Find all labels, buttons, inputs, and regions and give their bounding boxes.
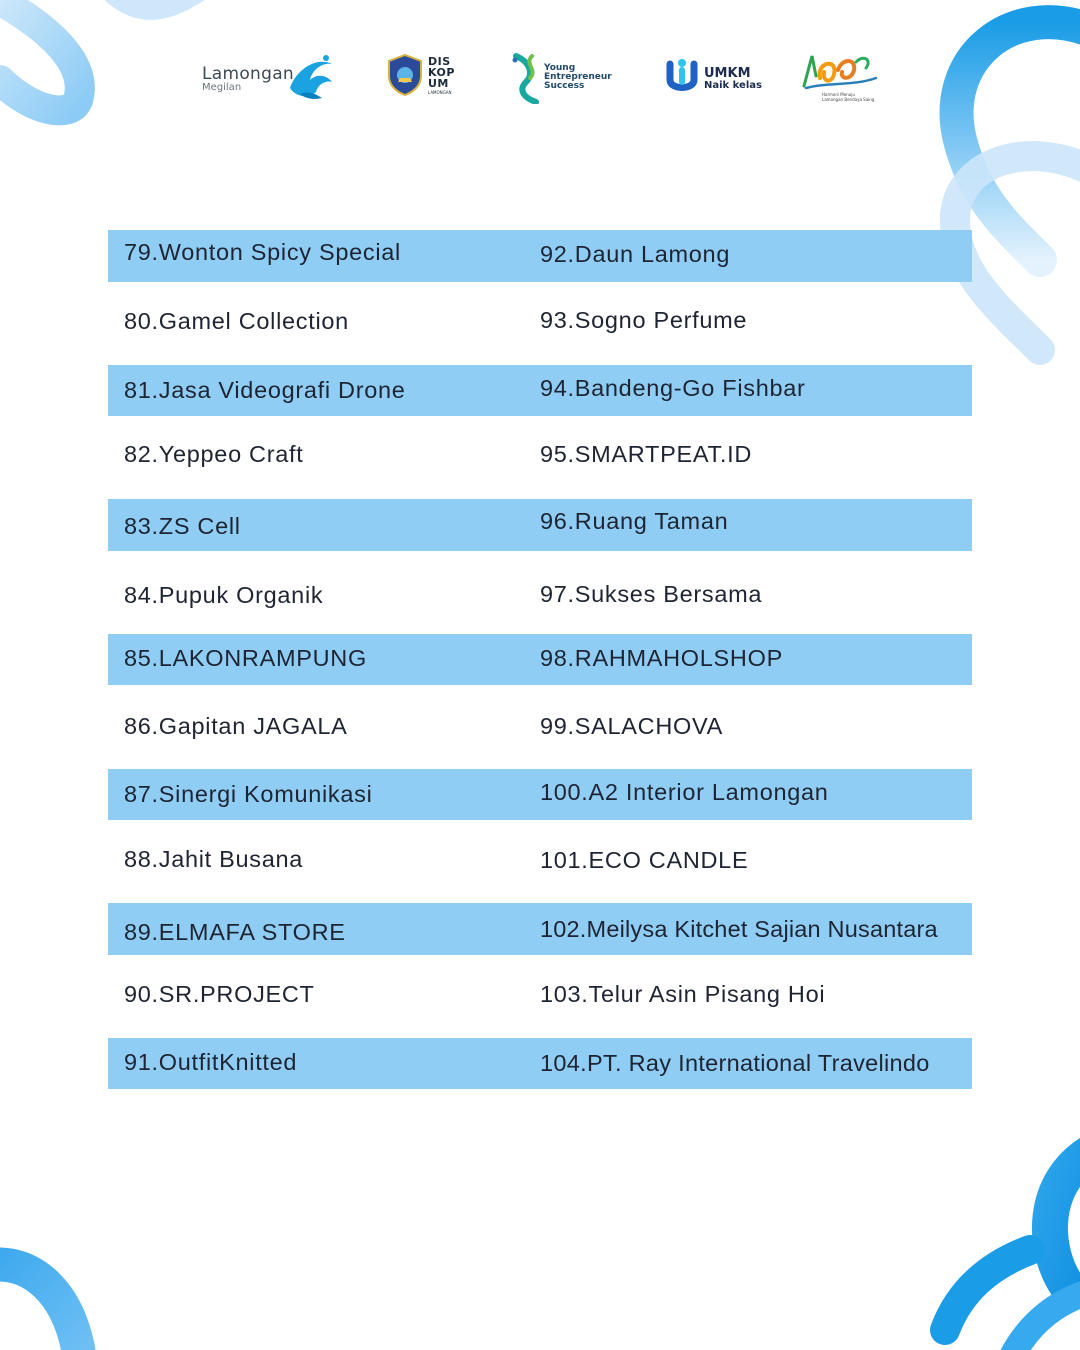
list-item: 99.SALACHOVA bbox=[540, 713, 723, 739]
list-item: 104.PT. Ray International Travelindo bbox=[540, 1050, 930, 1076]
list-item: 88.Jahit Busana bbox=[124, 846, 304, 872]
hari-jadi-line-1: Harmoni Menuju bbox=[822, 92, 855, 97]
lamongan-logo-word: Lamongan bbox=[202, 64, 295, 84]
young-entrepreneur-logo bbox=[510, 52, 620, 104]
umkm-logo-line-1: UMKM bbox=[704, 66, 751, 81]
umkm-logo-line-2: Naik kelas bbox=[704, 80, 762, 91]
wave-icon bbox=[286, 50, 338, 100]
list-item: 89.ELMAFA STORE bbox=[124, 919, 346, 945]
list-item: 98.RAHMAHOLSHOP bbox=[540, 645, 783, 671]
list-item: 97.Sukses Bersama bbox=[540, 581, 763, 607]
list-item: 85.LAKONRAMPUNG bbox=[124, 645, 367, 671]
list-item: 87.Sinergi Komunikasi bbox=[124, 781, 373, 807]
list-item: 101.ECO CANDLE bbox=[540, 847, 749, 873]
anniversary-icon bbox=[798, 48, 882, 92]
ribbon-icon bbox=[510, 52, 544, 104]
diskopum-line-1: DIS bbox=[428, 55, 451, 68]
diskopum-line-2: KOP bbox=[428, 66, 455, 79]
list-item: 92.Daun Lamong bbox=[540, 241, 731, 267]
list-item: 91.OutfitKnitted bbox=[124, 1049, 298, 1075]
list-item: 94.Bandeng-Go Fishbar bbox=[540, 375, 806, 401]
swirl-bottom-right bbox=[945, 1150, 1080, 1350]
swirl-top-right bbox=[955, 22, 1080, 350]
lamongan-logo bbox=[200, 48, 340, 100]
hari-jadi-line-2: Lamongan Bendaya Saing bbox=[822, 97, 875, 102]
young-entrepreneur-line-3: Success bbox=[544, 81, 585, 91]
seal-icon bbox=[386, 54, 424, 96]
young-entrepreneur-line-2: Entrepreneur bbox=[544, 72, 612, 82]
list-item: 95.SMARTPEAT.ID bbox=[540, 441, 753, 467]
swirl-bottom-left bbox=[0, 1264, 80, 1350]
list-item: 86.Gapitan JAGALA bbox=[124, 713, 348, 739]
diskopum-subtitle: LAMONGAN bbox=[428, 90, 452, 95]
list-item: 102.Meilysa Kitchet Sajian Nusantara bbox=[540, 916, 938, 942]
list-item: 96.Ruang Taman bbox=[540, 508, 729, 534]
list-item: 100.A2 Interior Lamongan bbox=[540, 779, 829, 805]
young-entrepreneur-line-1: Young bbox=[544, 63, 576, 73]
lamongan-logo-subtitle: Megilan bbox=[202, 82, 242, 93]
list-item: 83.ZS Cell bbox=[124, 513, 241, 539]
umkm-naik-kelas-logo bbox=[664, 56, 764, 98]
u-icon bbox=[664, 56, 700, 96]
swirl-top-left bbox=[0, 0, 200, 110]
list-item: 82.Yeppeo Craft bbox=[124, 441, 304, 467]
list-item: 84.Pupuk Organik bbox=[124, 582, 324, 608]
hari-jadi-lamongan-logo bbox=[798, 48, 882, 108]
list-item: 80.Gamel Collection bbox=[124, 308, 349, 334]
diskopum-logo bbox=[386, 52, 460, 98]
list-item: 103.Telur Asin Pisang Hoi bbox=[540, 981, 826, 1007]
list-item: 90.SR.PROJECT bbox=[124, 981, 315, 1007]
diskopum-line-3: UM bbox=[428, 77, 449, 90]
list-item: 79.Wonton Spicy Special bbox=[124, 239, 401, 265]
list-item: 93.Sogno Perfume bbox=[540, 307, 748, 333]
list-item: 81.Jasa Videografi Drone bbox=[124, 377, 406, 403]
